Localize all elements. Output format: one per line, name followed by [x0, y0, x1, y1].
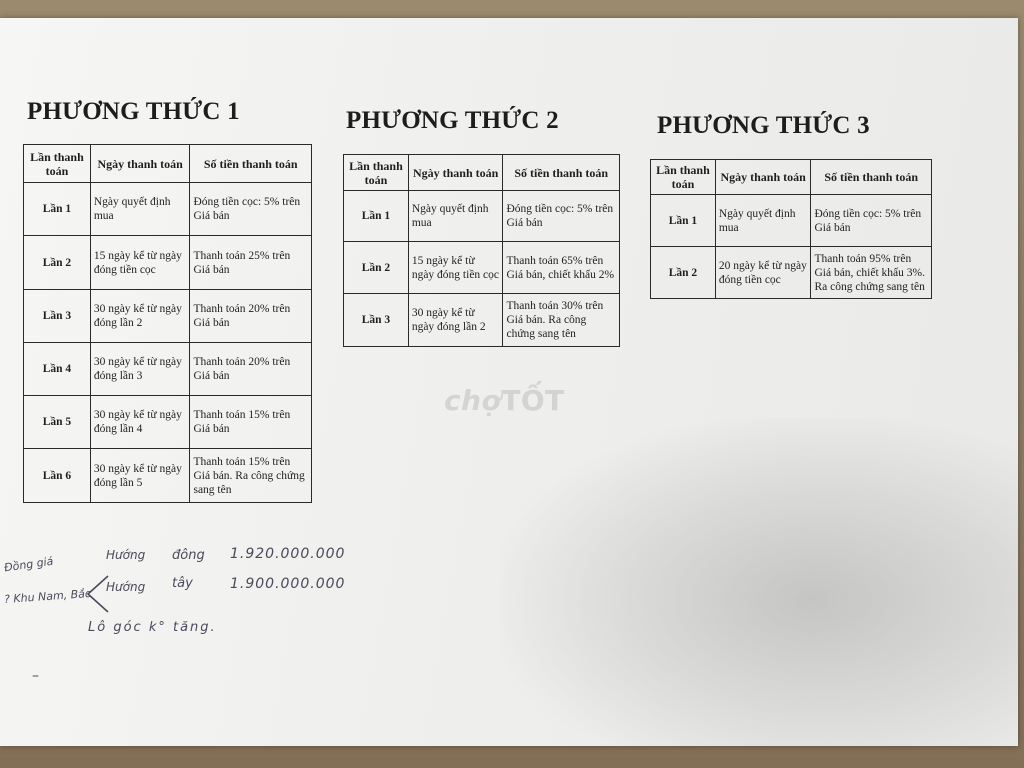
- payment-amount: Thanh toán 20% trên Giá bán: [190, 290, 312, 343]
- payment-round: Lần 5: [24, 396, 91, 449]
- table-row: [344, 294, 620, 347]
- payment-date: Ngày quyết định mua: [715, 195, 811, 247]
- payment-amount: Thanh toán 30% trên Giá bán. Ra công chứng sang tên: [503, 294, 620, 347]
- payment-date: 30 ngày kể từ ngày đóng lần 3: [90, 343, 190, 396]
- table-row: [24, 236, 312, 290]
- note-line-2-direction: tây: [172, 576, 193, 591]
- method-1-title: PHƯƠNG THỨC 1: [27, 98, 240, 125]
- method-1-table: [23, 144, 312, 503]
- payment-round: Lần 1: [344, 191, 409, 242]
- payment-round: Lần 3: [344, 294, 409, 347]
- table-header-row: [24, 145, 312, 183]
- note-line-2-price: 1.900.000.000: [230, 576, 346, 592]
- note-line-1-price: 1.920.000.000: [230, 546, 346, 562]
- column-header: Ngày thanh toán: [90, 145, 190, 183]
- payment-round: Lần 1: [24, 183, 91, 236]
- payment-date: 30 ngày kể từ ngày đóng lần 2: [90, 290, 190, 343]
- method-2-title: PHƯƠNG THỨC 2: [346, 107, 559, 134]
- payment-amount: Thanh toán 15% trên Giá bán. Ra công chứng sang tên: [190, 449, 312, 503]
- table-row: [344, 242, 620, 294]
- payment-amount: Thanh toán 65% trên Giá bán, chiết khấu 2%: [503, 242, 620, 294]
- note-line-2-label: Hướng: [106, 580, 146, 594]
- column-header: Số tiền thanh toán: [811, 160, 932, 195]
- table-header-row: [344, 155, 620, 191]
- payment-round: Lần 2: [24, 236, 91, 290]
- column-header: Số tiền thanh toán: [190, 145, 312, 183]
- watermark-text-1: chợ: [444, 384, 502, 417]
- column-header: Số tiền thanh toán: [503, 155, 620, 191]
- method-3-table: [650, 159, 932, 299]
- payment-round: Lần 4: [24, 343, 91, 396]
- payment-date: 15 ngày kể từ ngày đóng tiền cọc: [408, 242, 503, 294]
- watermark-text-2: TỐT: [501, 384, 565, 417]
- table-row: [651, 247, 932, 299]
- payment-date: 30 ngày kể từ ngày đóng lần 2: [408, 294, 503, 347]
- payment-amount: Thanh toán 95% trên Giá bán, chiết khấu 3%. Ra công chứng sang tên: [811, 247, 932, 299]
- table-row: [24, 396, 312, 449]
- payment-round: Lần 2: [344, 242, 409, 294]
- note-dash: –: [32, 668, 39, 684]
- payment-amount: Đóng tiền cọc: 5% trên Giá bán: [503, 191, 620, 242]
- payment-round: Lần 2: [651, 247, 716, 299]
- column-header: Lần thanh toán: [344, 155, 409, 191]
- payment-round: Lần 1: [651, 195, 716, 247]
- table-row: [24, 183, 312, 236]
- note-dong-gia: Đồng giá: [3, 554, 55, 575]
- shadow: [500, 418, 1018, 746]
- table-row: [24, 343, 312, 396]
- payment-date: 15 ngày kể từ ngày đóng tiền cọc: [90, 236, 190, 290]
- method-3-title: PHƯƠNG THỨC 3: [657, 112, 870, 139]
- payment-round: Lần 6: [24, 449, 91, 503]
- column-header: Ngày thanh toán: [715, 160, 811, 195]
- payment-round: Lần 3: [24, 290, 91, 343]
- payment-date: Ngày quyết định mua: [408, 191, 503, 242]
- note-line-1-label: Hướng: [106, 548, 146, 562]
- watermark-logo: [444, 384, 565, 417]
- table-row: [24, 449, 312, 503]
- paper-sheet: [0, 18, 1018, 746]
- payment-amount: Thanh toán 25% trên Giá bán: [190, 236, 312, 290]
- note-line-3: Lô góc k° tăng.: [88, 620, 217, 635]
- payment-date: 20 ngày kể từ ngày đóng tiền cọc: [715, 247, 811, 299]
- column-header: Ngày thanh toán: [408, 155, 503, 191]
- column-header: Lần thanh toán: [24, 145, 91, 183]
- method-2-table: [343, 154, 620, 347]
- payment-date: 30 ngày kể từ ngày đóng lần 4: [90, 396, 190, 449]
- payment-amount: Thanh toán 15% trên Giá bán: [190, 396, 312, 449]
- payment-amount: Đóng tiền cọc: 5% trên Giá bán: [190, 183, 312, 236]
- table-row: [24, 290, 312, 343]
- table-row: [344, 191, 620, 242]
- payment-date: 30 ngày kể từ ngày đóng lần 5: [90, 449, 190, 503]
- note-line-1-direction: đông: [172, 548, 205, 563]
- table-row: [651, 195, 932, 247]
- payment-date: Ngày quyết định mua: [90, 183, 190, 236]
- table-header-row: [651, 160, 932, 195]
- payment-amount: Đóng tiền cọc: 5% trên Giá bán: [811, 195, 932, 247]
- column-header: Lần thanh toán: [651, 160, 716, 195]
- note-khu-nam-bac: ? Khu Nam, Bắc: [3, 586, 92, 607]
- payment-amount: Thanh toán 20% trên Giá bán: [190, 343, 312, 396]
